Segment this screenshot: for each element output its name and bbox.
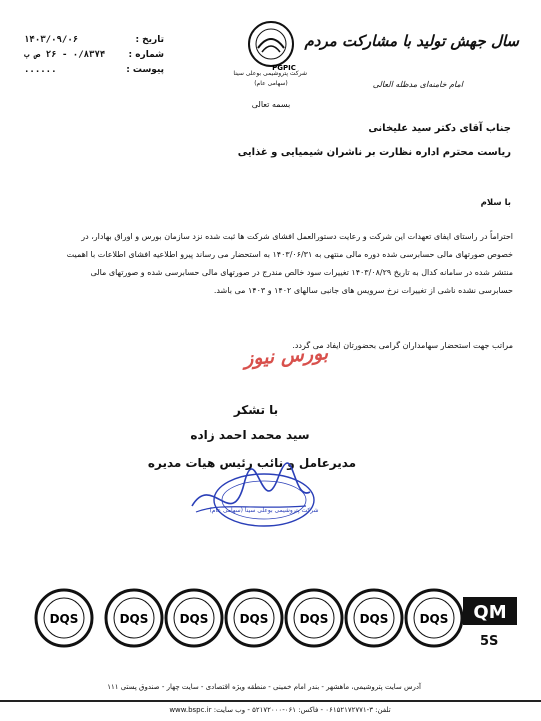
company-name: شرکت پتروشیمی بوعلی سینا: [233, 70, 307, 77]
dqs-cert-icon: [344, 588, 404, 648]
cert-label: DQS: [49, 612, 79, 626]
basmala: بسمه تعالی: [251, 100, 291, 109]
certification-logos: [14, 588, 526, 654]
number-value: ۰/۸۳۷۴ - ۲۶ ص ب: [24, 50, 106, 60]
date-label: تاریخ :: [135, 35, 164, 45]
slogan-attribution: امام خامنه‌ای مدظله العالی: [372, 80, 463, 89]
footer-address: آدرس سایت پتروشیمی، ماهشهر - بندر امام خمینی - منطقه ویژه اقتصادی - سایت چهار - صندوق پستی ۱۱۱: [107, 683, 421, 691]
addressee-title: ریاست محترم اداره نظارت بر ناشران شیمیایی و غذایی: [237, 147, 511, 158]
signer-name: سید محمد احمد زاده: [190, 428, 310, 442]
cert-label: DQS: [239, 612, 269, 626]
dqs-cert-icon: [224, 588, 284, 648]
footer-contact: تلفن: ۳-۰۶۱۵۲۱۷۲۷۷۱ - فاکس: ۰۶۱-۵۲۱۷۲۰۰۰ - وب سایت: www.bspc.ir: [169, 706, 391, 714]
letter-meta: [24, 35, 164, 80]
paragraph-line: خصوص صورتهای مالی حسابرسی شده دوره مالی منتهی به ۱۴۰۳/۰۶/۳۱ به استحضار می رساند پیرو اطلاعیه افشای اطلاعات با اهمیت: [66, 250, 513, 259]
five-s-label: 5S: [480, 634, 499, 649]
attachment-label: پیوست :: [126, 65, 164, 75]
dqs-cert-icon: [164, 588, 224, 648]
logo-text: PGPIC: [272, 64, 296, 72]
dqs-cert-icon: [104, 588, 164, 648]
seal-text: شرکت پتروشیمی بوعلی سینا (سهامی عام): [209, 507, 319, 514]
dqs-cert-icon: [404, 588, 464, 648]
closing: با تشکر: [233, 403, 279, 417]
paragraph-line: مراتب جهت استحضار سهامداران گرامی بحضورتان ایفاد می گردد.: [292, 341, 513, 350]
year-slogan: سال جهش تولید با مشارکت مردم: [304, 32, 519, 50]
signature-seal-icon: [182, 462, 322, 538]
cert-label: DQS: [179, 612, 209, 626]
company-type: (سهامی عام): [254, 80, 288, 87]
paragraph-line: حسابرسی نشده ناشی از تغییرات نرخ سرویس های جانبی سالهای ۱۴۰۲ و ۱۴۰۳ می باشد.: [213, 286, 513, 295]
number-label: شماره :: [128, 50, 164, 60]
date-row: [24, 35, 164, 50]
paragraph-line: منتشر شده در سامانه کدال به تاریخ ۱۴۰۳/۰۸/۲۹ تغییرات سود خالص مندرج در صورتهای مالی حسابرسی شده و صورتهای مالی: [90, 268, 513, 277]
cert-label: DQS: [119, 612, 149, 626]
cert-label: DQS: [299, 612, 329, 626]
greeting: با سلام: [480, 198, 511, 208]
company-logo-icon: [240, 18, 302, 72]
signer-title: مدیرعامل و نائب رئیس هیات مدیره: [147, 456, 357, 470]
date-value: ۱۴۰۳/۰۹/۰۶: [24, 35, 79, 45]
footer-divider: [0, 700, 541, 702]
attachment-row: [24, 65, 164, 80]
paragraph-line: احتراماً در راستای ایفای تعهدات این شرکت و رعایت دستورالعمل افشای شرکت ها ثبت شده نزد سازمان بورس و اوراق بهادار، در: [81, 232, 513, 241]
dqs-cert-icon: [34, 588, 94, 648]
attachment-value: ......: [24, 65, 57, 75]
cert-label: DQS: [359, 612, 389, 626]
addressee-name: جناب آقای دکتر سید علیخانی: [368, 123, 511, 134]
qm-cert-icon: [462, 596, 518, 626]
cert-label: DQS: [419, 612, 449, 626]
dqs-cert-icon: [284, 588, 344, 648]
body-paragraph-1: [29, 228, 513, 300]
watermark-stamp: بورس نیوز: [243, 342, 329, 370]
qm-label: QM: [473, 602, 507, 623]
number-row: [24, 50, 164, 65]
